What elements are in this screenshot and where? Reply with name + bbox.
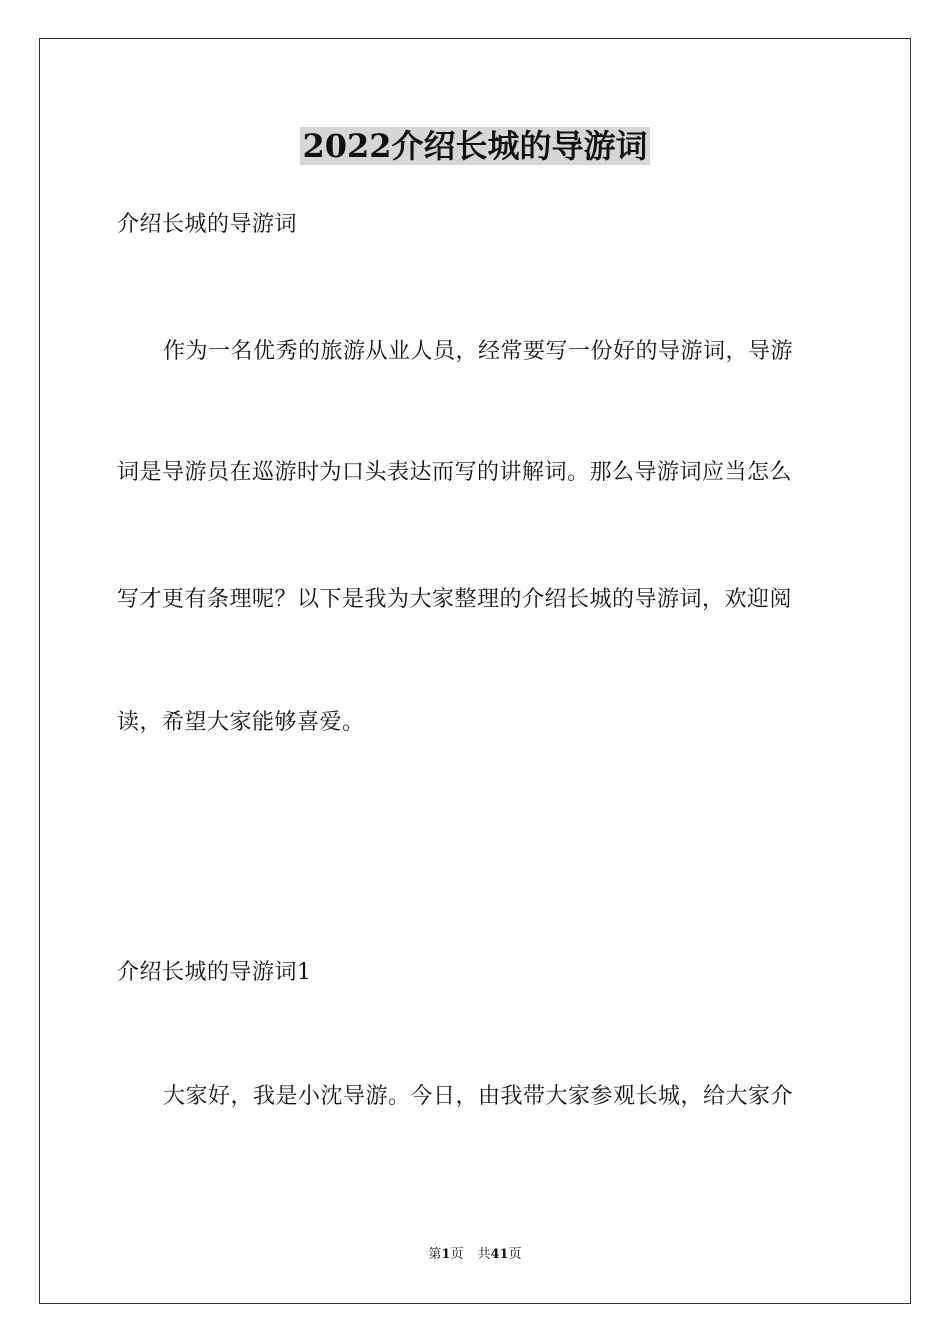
- paragraph-line: 词是导游员在巡游时为口头表达而写的讲解词。那么导游词应当怎么: [117, 460, 793, 485]
- footer-page-suffix: 页: [450, 1247, 464, 1262]
- section-heading: 介绍长城的导游词1: [117, 960, 312, 985]
- footer-total-prefix: 共: [477, 1247, 491, 1262]
- footer-total-suffix: 页: [508, 1247, 522, 1262]
- document-title: [0, 124, 950, 168]
- footer-page-prefix: 第: [428, 1247, 442, 1262]
- paragraph-line: 作为一名优秀的旅游从业人员，经常要写一份好的导游词，导游: [163, 339, 794, 364]
- paragraph-line: 大家好，我是小沈导游。今日，由我带大家参观长城，给大家介: [163, 1084, 794, 1109]
- paragraph-line: 写才更有条理呢？以下是我为大家整理的介绍长城的导游词，欢迎阅: [117, 587, 793, 612]
- page-footer: [0, 1246, 950, 1264]
- document-title-text: 2022介绍长城的导游词: [302, 127, 648, 165]
- paragraph-line: 读，希望大家能够喜爱。: [117, 710, 365, 735]
- footer-page-number: 1: [441, 1247, 451, 1262]
- footer-total-pages: 41: [490, 1247, 509, 1262]
- section-heading: 介绍长城的导游词: [117, 212, 298, 237]
